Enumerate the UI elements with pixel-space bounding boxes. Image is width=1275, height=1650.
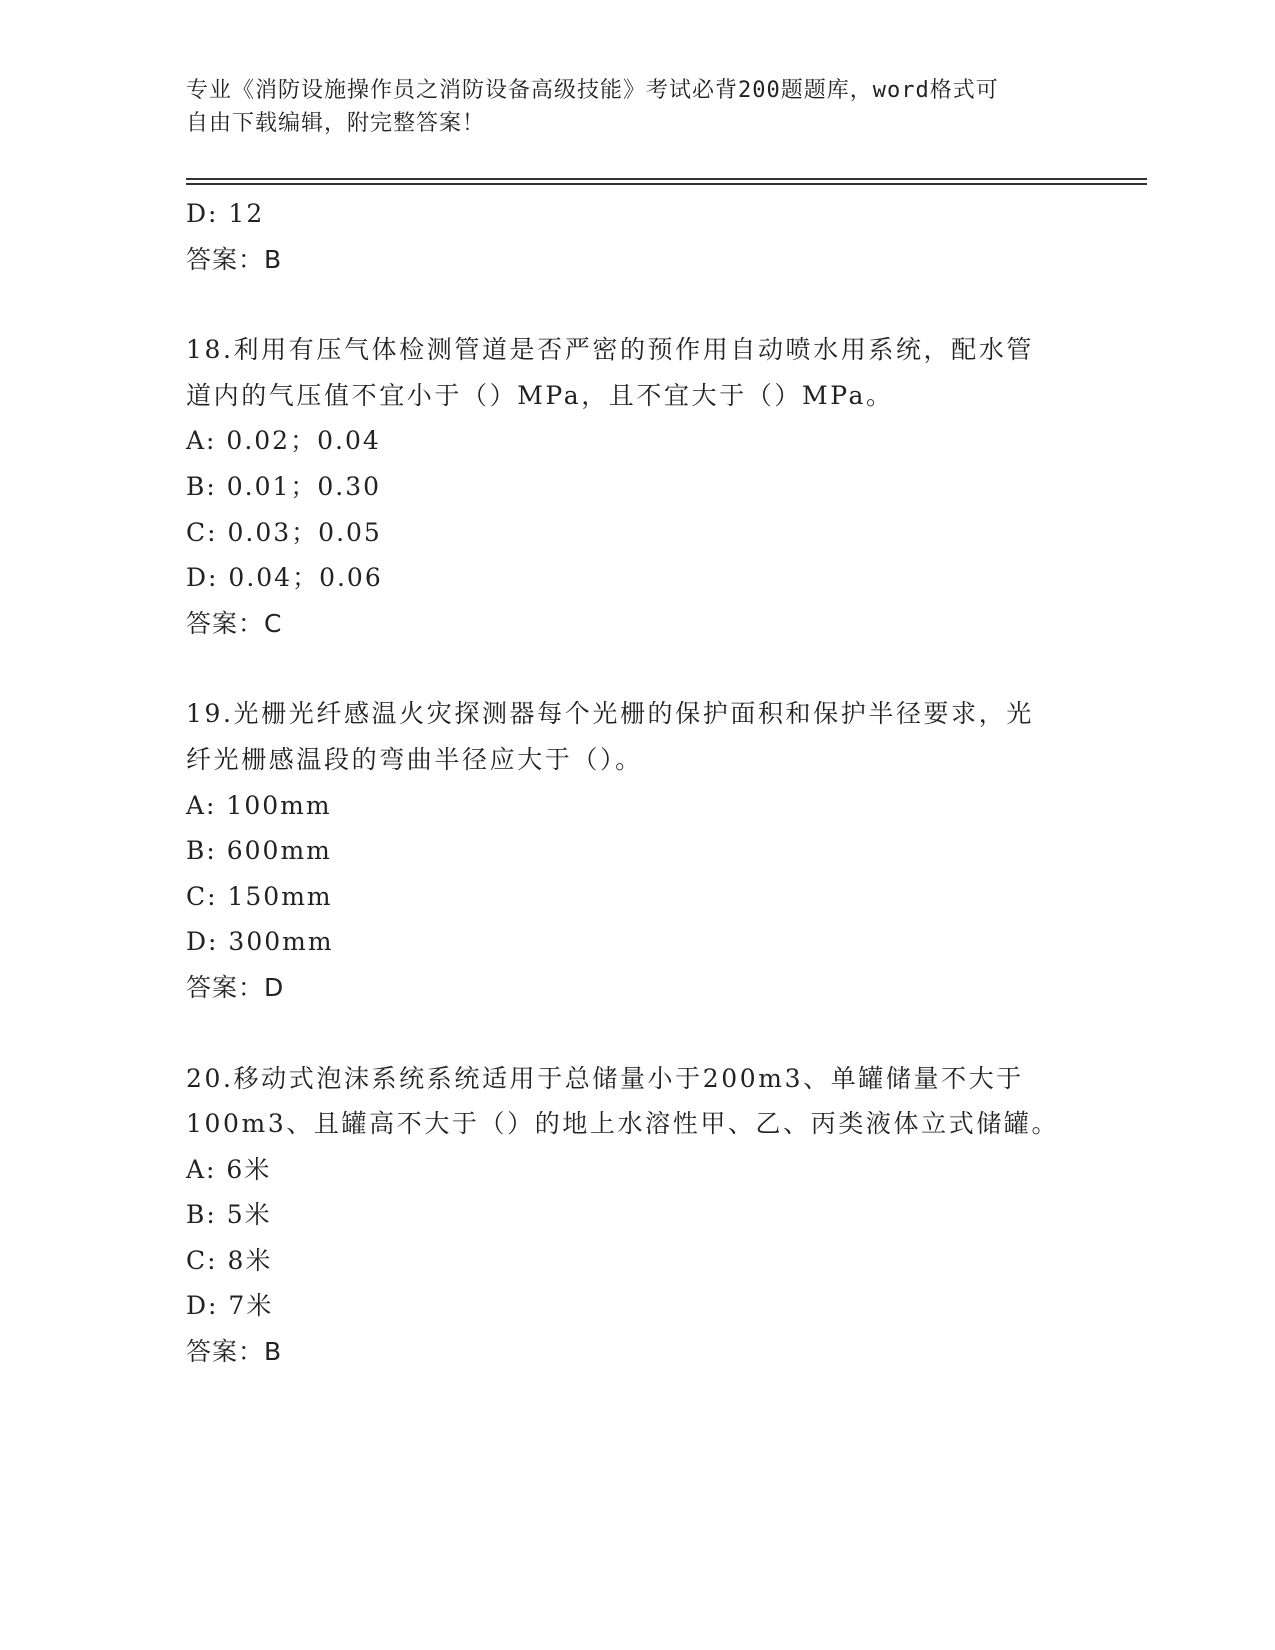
question-text-line: 19.光栅光纤感温火灾探测器每个光栅的保护面积和保护半径要求，光: [186, 699, 1034, 729]
question-text-line: 纤光栅感温段的弯曲半径应大于（）。: [186, 744, 643, 774]
question-text-line: 20.移动式泡沫系统系统适用于总储量小于200m3、单罐储量不大于: [186, 1063, 1024, 1093]
question-text-line: 18.利用有压气体检测管道是否严密的预作用自动喷水用系统，配水管: [186, 335, 1034, 365]
answer-line: 答案：B: [186, 244, 283, 274]
option-c: C: 0.03；0.05: [186, 517, 382, 547]
option-c: C: 8米: [186, 1245, 273, 1275]
question-text-line: 100m3、且罐高不大于（）的地上水溶性甲、乙、丙类液体立式储罐。: [186, 1109, 1060, 1139]
option-b: B: 5米: [186, 1200, 272, 1230]
option-a: A: 100mm: [186, 790, 332, 820]
header-divider-top: [186, 178, 1147, 180]
option-a: A: 6米: [186, 1154, 272, 1184]
answer-line: 答案：D: [186, 972, 285, 1002]
option-d: D: 7米: [186, 1291, 274, 1321]
option-d: D: 300mm: [186, 927, 334, 957]
spacer: [186, 1011, 1086, 1056]
option-d: D: 0.04；0.06: [186, 563, 383, 593]
option-b: B: 600mm: [186, 836, 332, 866]
spacer: [186, 282, 1086, 327]
header-line-2: 自由下载编辑，附完整答案！: [186, 111, 486, 136]
option-c: C: 150mm: [186, 881, 333, 911]
page-header: [186, 74, 1066, 140]
header-line-1: 专业《消防设施操作员之消防设备高级技能》考试必背200题题库，word格式可: [186, 78, 999, 103]
document-body: [186, 191, 1086, 1375]
question-block-20: [186, 1056, 1086, 1375]
question-text-line: 道内的气压值不宜小于（）MPa，且不宜大于（）MPa。: [186, 380, 894, 410]
answer-line: 答案：B: [186, 1337, 283, 1367]
header-divider-bottom: [186, 183, 1147, 185]
answer-line: 答案：C: [186, 608, 283, 638]
option-d: D: 12: [186, 199, 265, 228]
prev-question-tail: [186, 191, 1086, 282]
option-b: B: 0.01；0.30: [186, 471, 382, 501]
option-a: A: 0.02；0.04: [186, 426, 381, 456]
question-block-19: [186, 691, 1086, 1010]
question-block-18: [186, 327, 1086, 646]
spacer: [186, 646, 1086, 691]
